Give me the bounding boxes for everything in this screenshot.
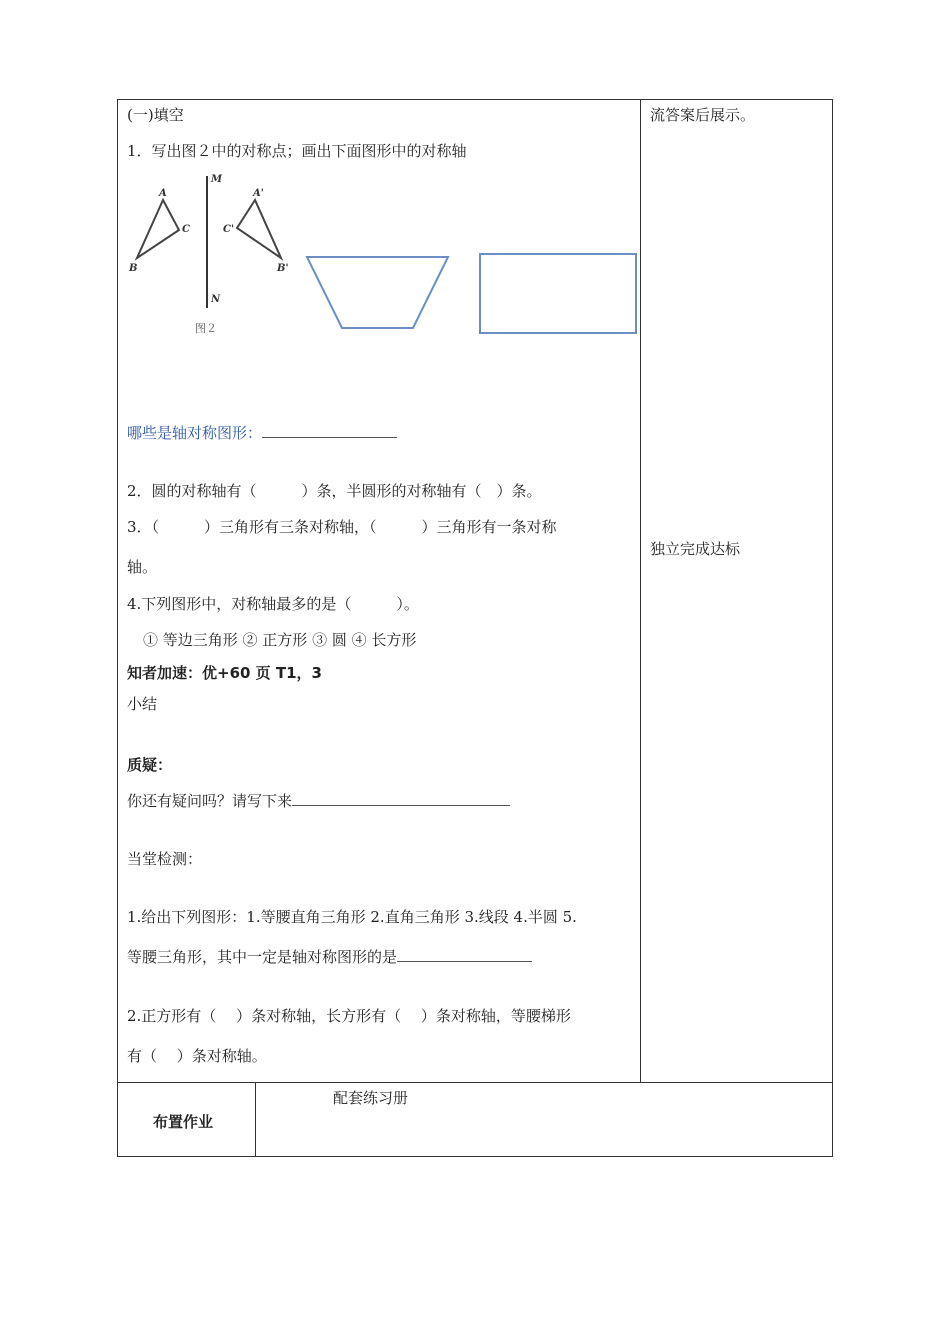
question-prompt — [127, 790, 510, 811]
point-c-prime: C' — [223, 224, 235, 235]
check-1-line-2 — [127, 946, 532, 967]
question-4: 4.下列图形中，对称轴最多的是（ ）。 — [127, 595, 419, 613]
table-border-top — [117, 99, 833, 100]
axis-symmetric-label: 哪些是轴对称图形： — [127, 424, 263, 442]
column-divider — [640, 99, 641, 1082]
axis-symmetric-question — [127, 422, 397, 443]
answer-blank — [262, 423, 397, 438]
point-b: B — [129, 263, 138, 274]
question-3-line-2: 轴。 — [127, 558, 158, 576]
side-note-complete: 独立完成达标 — [650, 540, 741, 558]
question-prompt-text: 你还有疑问吗？请写下来 — [127, 792, 293, 810]
question-4-options: ① 等边三角形 ② 正方形 ③ 圆 ④ 长方形 — [143, 631, 417, 649]
trapezoid-shape — [300, 250, 455, 335]
check-2-line-1: 2.正方形有（ ）条对称轴，长方形有（ ）条对称轴，等腰梯形 — [127, 1007, 571, 1025]
speedup-task: 知者加速：优+60 页 T1，3 — [127, 664, 322, 682]
point-m: M — [211, 174, 223, 185]
table-border-right — [832, 99, 833, 1157]
question-1: 1．写出图２中的对称点；画出下面图形中的对称轴 — [127, 142, 467, 160]
question-3-line-1: 3．（ ）三角形有三条对称轴，（ ）三角形有一条对称 — [127, 518, 557, 536]
point-a: A — [159, 188, 167, 199]
question-blank — [292, 791, 510, 806]
row-divider — [117, 1082, 833, 1083]
point-n: N — [211, 294, 221, 305]
section-heading: (一)填空 — [127, 106, 184, 124]
homework-divider — [255, 1082, 256, 1157]
check-1-blank — [397, 947, 532, 962]
check-1-line-1: 1.给出下列图形：1.等腰直角三角形 2.直角三角形 3.线段 4.半圆 5. — [127, 908, 577, 926]
question-2: 2．圆的对称轴有（ ）条，半圆形的对称轴有（ ）条。 — [127, 482, 542, 500]
check-1-text: 等腰三角形，其中一定是轴对称图形的是 — [127, 948, 398, 966]
summary-heading: 小结 — [127, 695, 158, 713]
homework-label: 布置作业 — [153, 1113, 214, 1131]
figure-caption: 图２ — [195, 322, 217, 335]
homework-content: 配套练习册 — [333, 1089, 409, 1107]
check-heading: 当堂检测： — [127, 850, 203, 868]
point-b-prime: B' — [277, 263, 289, 274]
check-2-line-2: 有（ ）条对称轴。 — [127, 1047, 267, 1065]
side-note-answers: 流答案后展示。 — [650, 106, 756, 124]
rectangle-shape — [474, 248, 642, 338]
symmetry-figure — [125, 168, 295, 343]
table-border-left — [117, 99, 118, 1157]
table-border-bottom — [117, 1156, 833, 1157]
point-c: C — [182, 224, 190, 235]
point-a-prime: A' — [253, 188, 264, 199]
question-heading: 质疑： — [127, 756, 173, 774]
